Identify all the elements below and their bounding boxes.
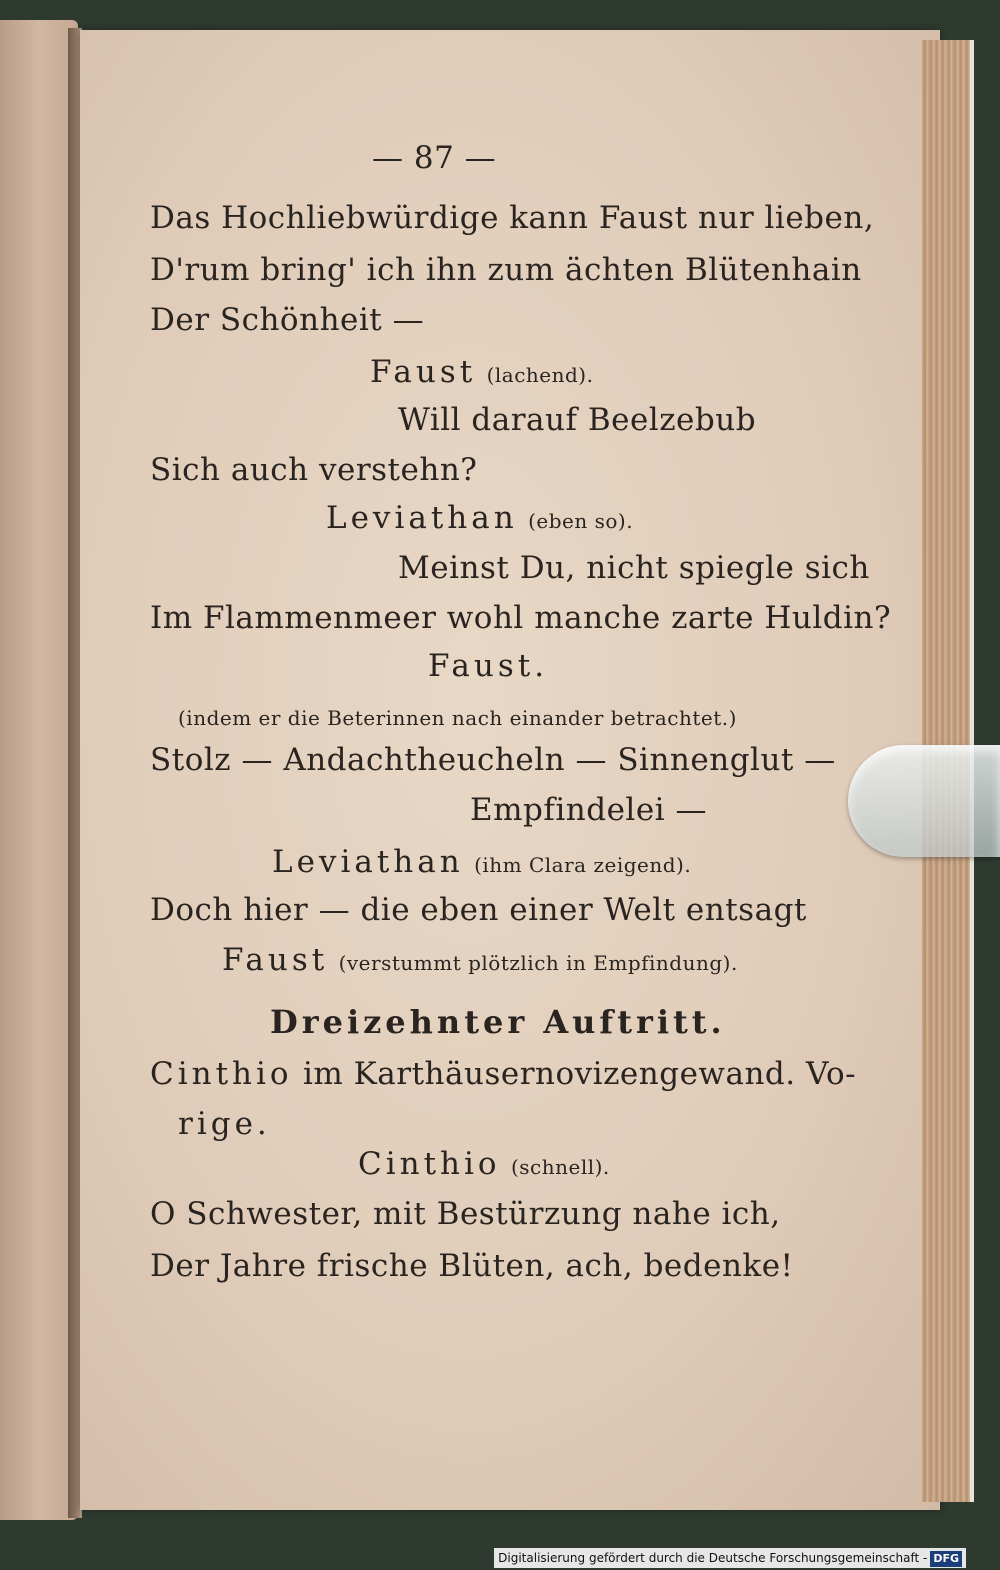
verse-line: Im Flammenmeer wohl manche zarte Huldin? bbox=[150, 600, 892, 636]
verse-line: Der Jahre frische Blüten, ach, bedenke! bbox=[150, 1248, 794, 1284]
verse-line: Empfindelei — bbox=[470, 792, 707, 828]
verse-line: Das Hochliebwürdige kann Faust nur lieben, bbox=[150, 200, 875, 236]
scene-heading: Dreizehnter Auftritt. bbox=[270, 1003, 726, 1041]
stage-direction: (eben so). bbox=[528, 509, 634, 533]
stage-direction: (verstummt plötzlich in Empfindung). bbox=[338, 951, 738, 975]
speaker-heading bbox=[358, 1144, 610, 1187]
credit-text: Digitalisierung gefördert durch die Deutsche Forschungsgemeinschaft - bbox=[498, 1551, 928, 1565]
speaker-name: Faust bbox=[370, 354, 477, 390]
verse-line: Der Schönheit — bbox=[150, 302, 425, 338]
speaker-heading bbox=[370, 352, 593, 395]
verse-line: Doch hier — die eben einer Welt entsagt bbox=[150, 892, 807, 928]
speaker-heading: Faust. bbox=[428, 648, 549, 684]
stage-direction: (ihm Clara zeigend). bbox=[474, 853, 692, 877]
cast-description: im Karthäusernovizengewand. Vo- bbox=[302, 1056, 857, 1092]
stage-direction: (lachend). bbox=[486, 363, 594, 387]
cast-line: rige. bbox=[178, 1106, 271, 1142]
speaker-name: Faust bbox=[222, 942, 329, 978]
speaker-heading bbox=[326, 498, 633, 541]
cast-line bbox=[150, 1054, 856, 1094]
verse-line: D'rum bring' ich ihn zum ächten Blütenhain bbox=[150, 252, 862, 288]
speaker-name: Cinthio bbox=[358, 1146, 501, 1182]
stage-direction: (schnell). bbox=[510, 1155, 610, 1179]
speaker-name: Leviathan bbox=[326, 500, 518, 536]
verse-line: Will darauf Beelzebub bbox=[398, 402, 757, 438]
page-number: — 87 — bbox=[372, 140, 497, 176]
speaker-heading bbox=[272, 842, 691, 885]
speaker-name: Leviathan bbox=[272, 844, 464, 880]
verse-line: Stolz — Andachtheucheln — Sinnenglut — bbox=[150, 742, 836, 778]
digitization-credit bbox=[494, 1548, 966, 1568]
dfg-logo: DFG bbox=[930, 1551, 962, 1567]
verse-line: O Schwester, mit Bestürzung nahe ich, bbox=[150, 1196, 781, 1232]
character-name: Cinthio bbox=[150, 1056, 293, 1092]
stage-direction: (indem er die Beterinnen nach einander betrachtet.) bbox=[178, 706, 737, 730]
verse-line: Meinst Du, nicht spiegle sich bbox=[398, 550, 870, 586]
verse-line: Sich auch verstehn? bbox=[150, 452, 478, 488]
speaker-heading bbox=[222, 940, 738, 983]
